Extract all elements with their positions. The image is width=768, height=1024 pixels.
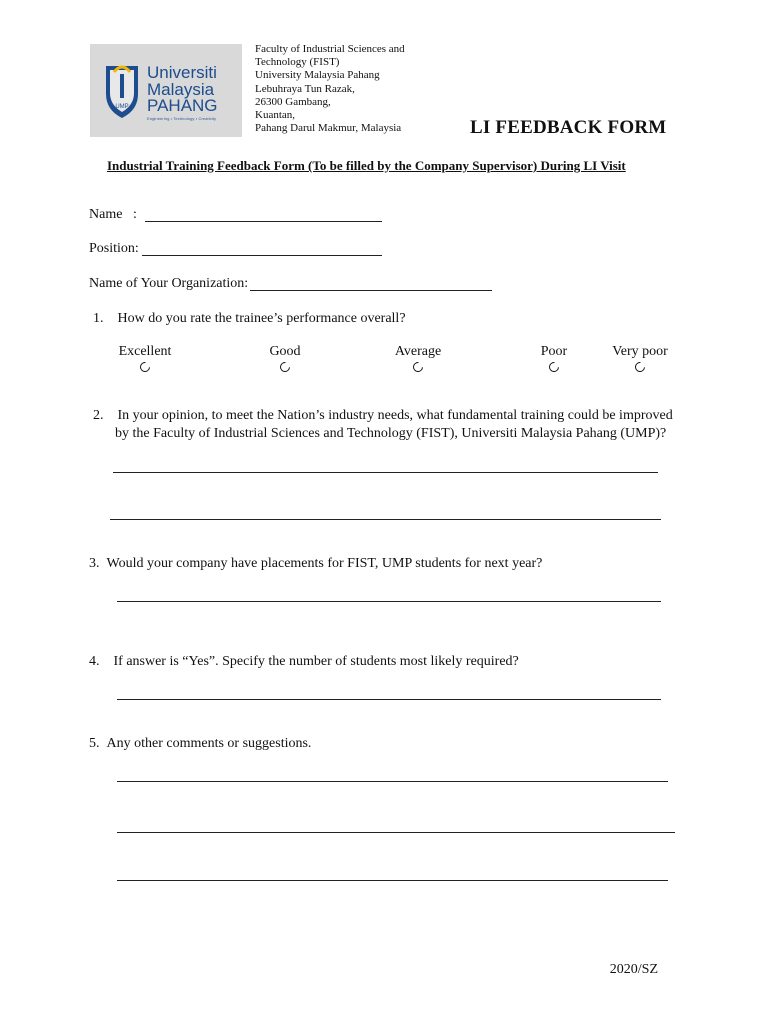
- radio-icon[interactable]: [411, 360, 425, 374]
- radio-icon[interactable]: [633, 360, 647, 374]
- university-crest-icon: [104, 60, 140, 120]
- logo-text-line1: Universiti: [147, 63, 217, 82]
- logo-text-line3: PAHANG: [147, 96, 218, 115]
- answer-5-line-2[interactable]: [117, 832, 675, 833]
- radio-icon[interactable]: [547, 360, 561, 374]
- rating-good[interactable]: Good: [250, 344, 320, 372]
- address-line: Faculty of Industrial Sciences and: [255, 43, 405, 55]
- question-5: 5. Any other comments or suggestions.: [89, 736, 312, 751]
- form-subtitle: Industrial Training Feedback Form (To be filled by the Company Supervisor) During LI Visit: [107, 158, 626, 173]
- rating-very-poor[interactable]: Very poor: [605, 344, 675, 372]
- address-line: Kuantan,: [255, 109, 296, 122]
- name-input-line[interactable]: [145, 221, 382, 222]
- question-3: 3. Would your company have placements for FIST, UMP students for next year?: [89, 556, 543, 571]
- logo-tagline: Engineering • Technology • Creativity: [147, 116, 217, 121]
- address-line: University Malaysia Pahang: [255, 69, 380, 82]
- logo-text-line2: Malaysia: [147, 80, 215, 99]
- address-line: Pahang Darul Makmur, Malaysia: [255, 122, 402, 135]
- name-label: Name :: [89, 207, 137, 222]
- rating-poor[interactable]: Poor: [519, 344, 589, 372]
- position-label: Position:: [89, 241, 139, 256]
- rating-average[interactable]: Average: [383, 344, 453, 372]
- rating-excellent[interactable]: Excellent: [110, 344, 180, 372]
- answer-2-line-2[interactable]: [110, 519, 661, 520]
- question-4: 4. If answer is “Yes”. Specify the number of students most likely required?: [89, 654, 519, 669]
- organization-label: Name of Your Organization:: [89, 276, 249, 291]
- answer-5-line-1[interactable]: [117, 781, 668, 782]
- answer-3-line[interactable]: [117, 601, 661, 602]
- document-code: 2020/SZ: [609, 962, 658, 977]
- answer-2-line-1[interactable]: [113, 472, 658, 473]
- organization-input-line[interactable]: [250, 290, 492, 291]
- address-line: 26300 Gambang,: [255, 95, 331, 108]
- faculty-address: [255, 43, 405, 135]
- position-input-line[interactable]: [142, 255, 382, 256]
- question-2-line2: by the Faculty of Industrial Sciences and Technology (FIST), Universiti Malaysia Pahang (UMP)?: [115, 426, 667, 441]
- answer-5-line-3[interactable]: [117, 880, 668, 881]
- answer-4-line[interactable]: [117, 699, 661, 700]
- question-1: 1. How do you rate the trainee’s performance overall?: [93, 311, 406, 326]
- logo-badge: UMP: [115, 104, 129, 110]
- form-title: LI FEEDBACK FORM: [470, 117, 667, 138]
- radio-icon[interactable]: [138, 360, 152, 374]
- question-2: 2. In your opinion, to meet the Nation’s industry needs, what fundamental training could be improved: [93, 408, 673, 423]
- radio-icon[interactable]: [278, 360, 292, 374]
- address-line: Technology (FIST): [255, 56, 340, 69]
- university-logo: [90, 44, 242, 137]
- address-line: Lebuhraya Tun Razak,: [255, 82, 355, 95]
